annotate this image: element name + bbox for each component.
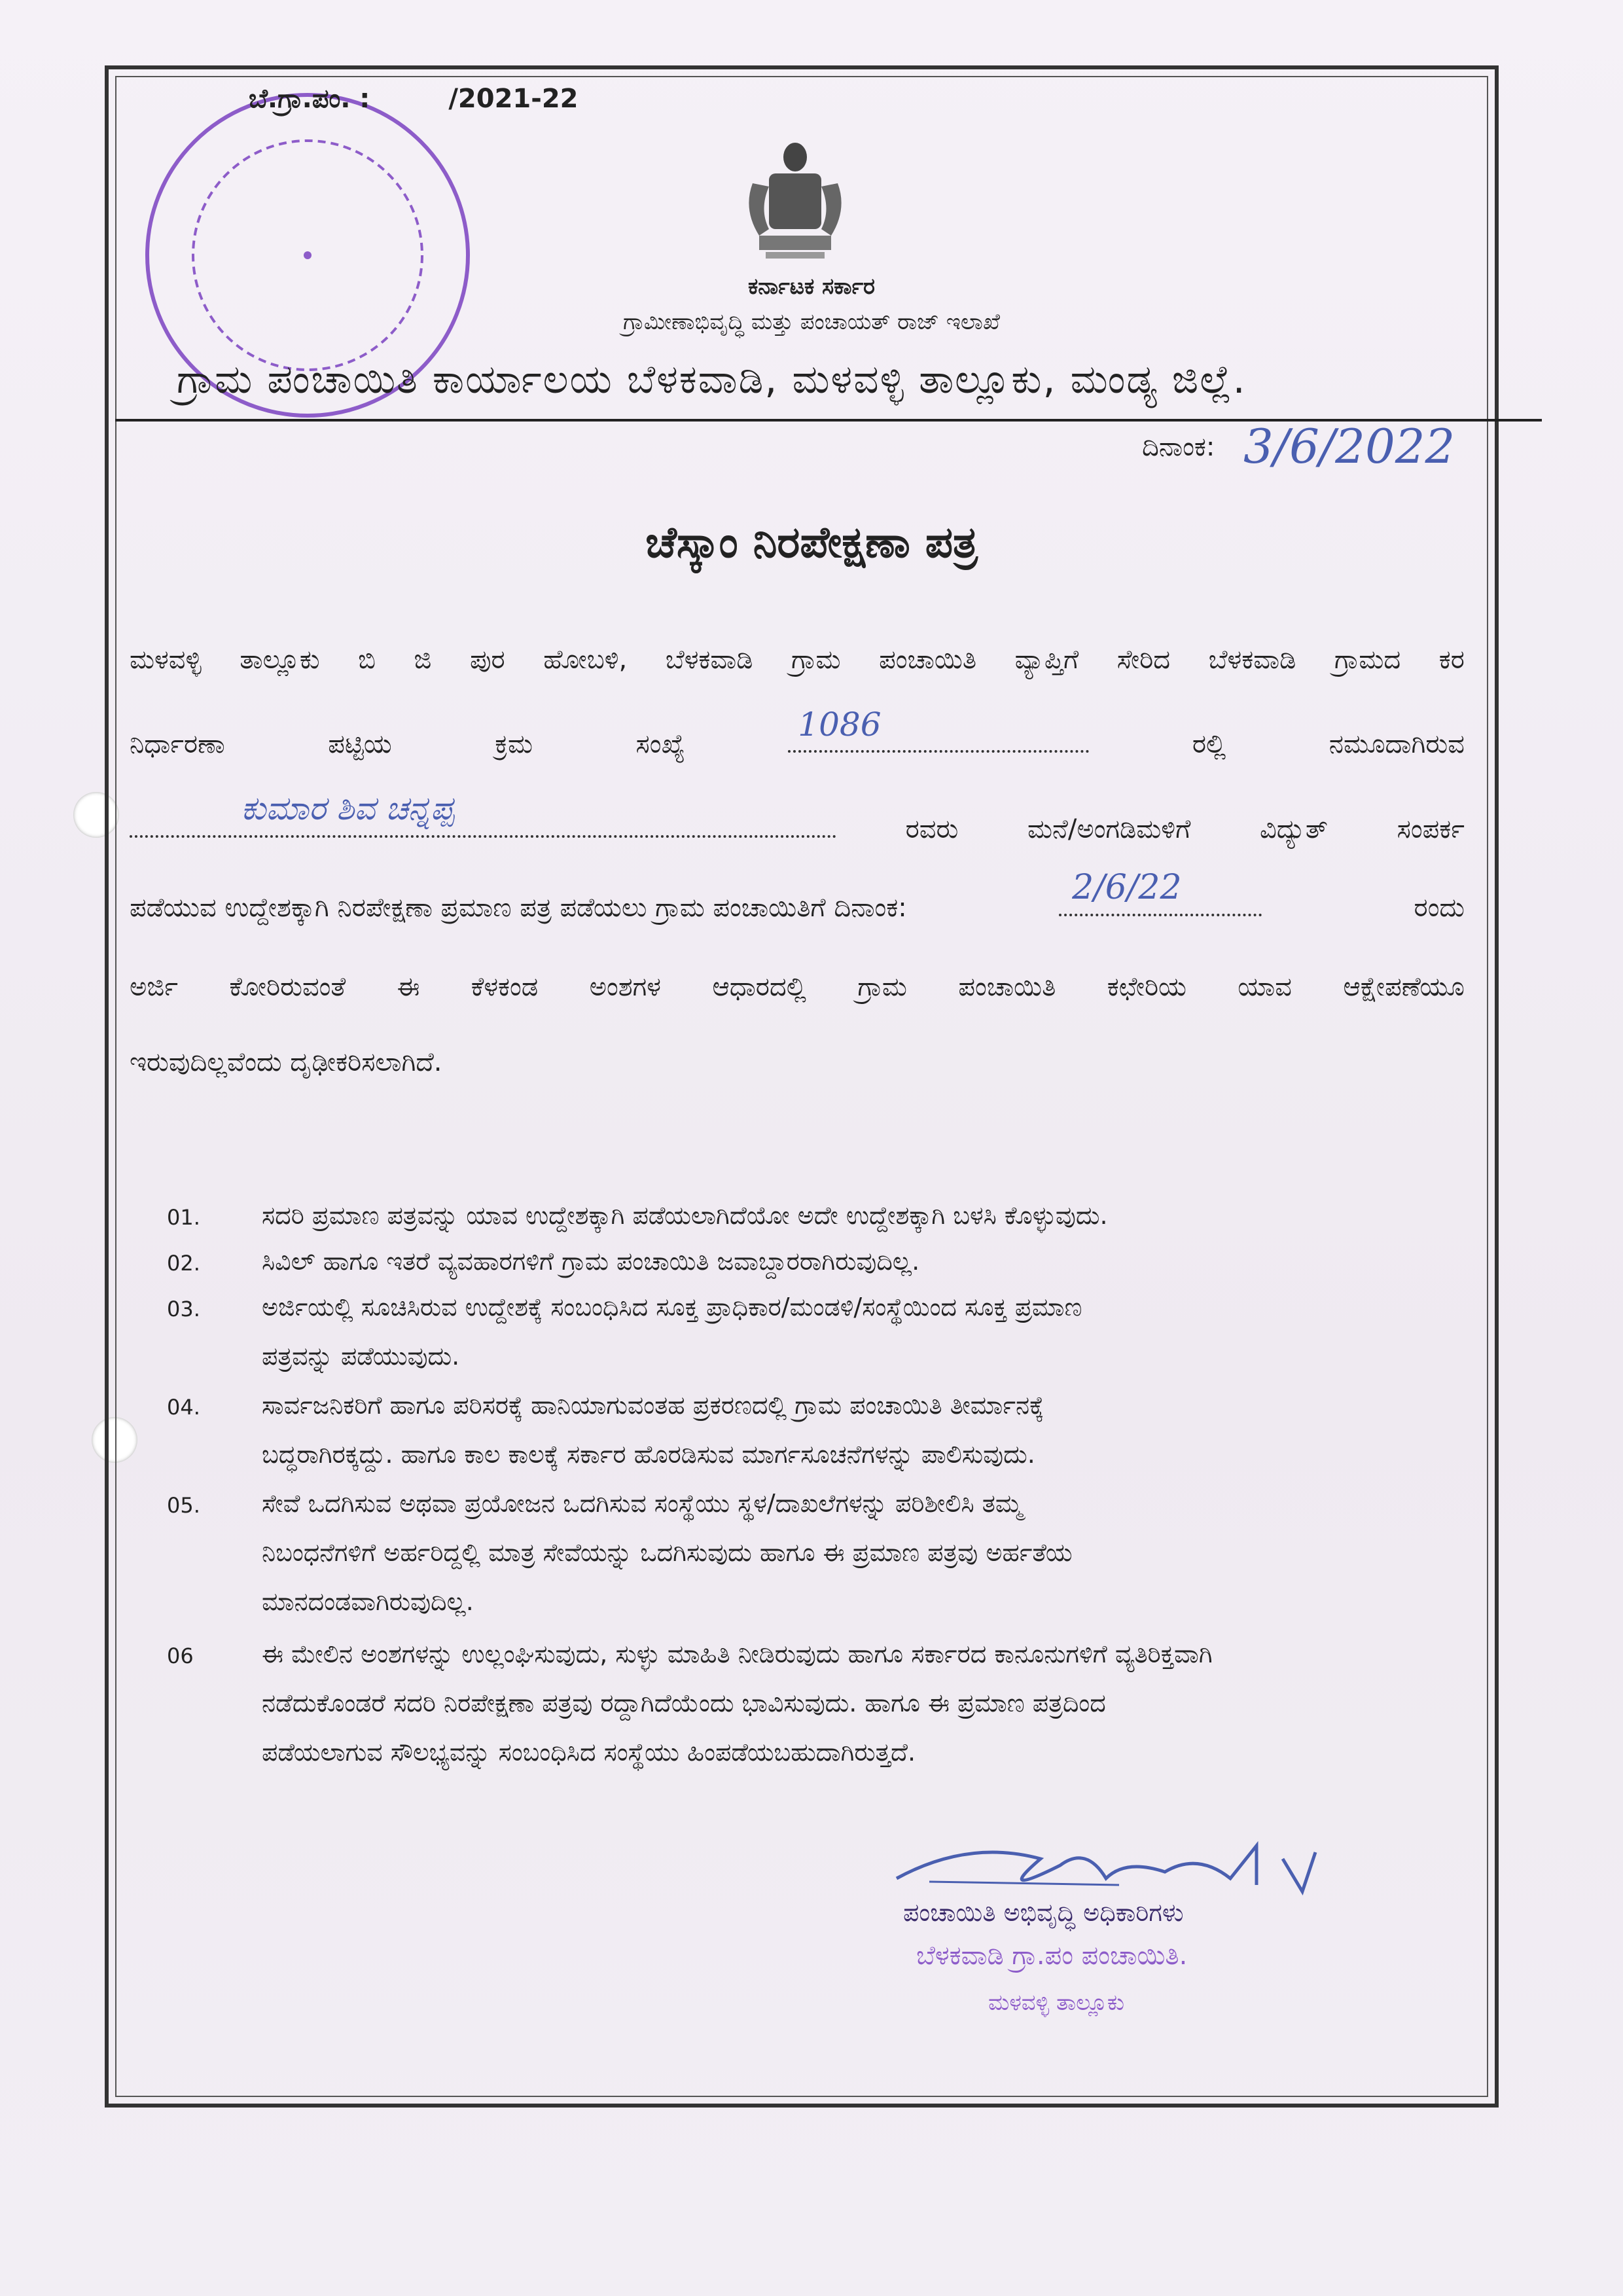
signatory-title: ಪಂಚಾಯಿತಿ ಅಭಿವೃದ್ಧಿ ಅಧಿಕಾರಿಗಳು	[903, 1898, 1184, 1927]
condition-text: ಸಾರ್ವಜನಿಕರಿಗೆ ಹಾಗೂ ಪರಿಸರಕ್ಕೆ ಹಾನಿಯಾಗುವಂತಹ ಪ್ರಕರಣದಲ್ಲಿ ಗ್ರಾಮ ಪಂಚಾಯಿತಿ ತೀರ್ಮಾನಕ್ಕೆ	[262, 1391, 1044, 1420]
reference-label: ಬೆ.ಗ್ರಾ.ಪಂ. :	[249, 84, 370, 114]
body-word: ಬೆಳಕವಾಡಿ	[1208, 645, 1296, 675]
date-label: ದಿನಾಂಕ:	[1142, 432, 1215, 462]
department-name: ಗ್ರಾಮೀಣಾಭಿವೃದ್ಧಿ ಮತ್ತು ಪಂಚಾಯತ್ ರಾಜ್ ಇಲಾಖೆ	[622, 309, 1001, 335]
body-word: ನಿರ್ಧಾರಣಾ	[130, 729, 225, 759]
reference-year: /2021-22	[448, 84, 579, 114]
condition-number: 02.	[167, 1251, 200, 1276]
body-word: ಕರ	[1438, 645, 1465, 675]
issue-date: 3/6/2022	[1243, 419, 1455, 474]
condition-number: 04.	[167, 1395, 200, 1420]
body-word: ಸಂಪರ್ಕ	[1397, 814, 1465, 844]
body-word: ಆಧಾರದಲ್ಲಿ	[712, 972, 807, 1002]
body-word: ಜಿ	[414, 645, 432, 675]
body-word: ರವರು	[905, 814, 959, 844]
body-word: ರಂದು	[1414, 893, 1465, 923]
body-text: ಪಡೆಯುವ ಉದ್ದೇಶಕ್ಕಾಗಿ ನಿರಪೇಕ್ಷಣಾ ಪ್ರಮಾಣ ಪತ್ರ ಪಡೆಯಲು ಗ್ರಾಮ ಪಂಚಾಯಿತಿಗೆ ದಿನಾಂಕ:	[130, 893, 907, 923]
body-word: ಗ್ರಾಮದ	[1334, 645, 1401, 675]
condition-text: ಸದರಿ ಪ್ರಮಾಣ ಪತ್ರವನ್ನು ಯಾವ ಉದ್ದೇಶಕ್ಕಾಗಿ ಪಡೆಯಲಾಗಿದೆಯೋ ಅದೇ ಉದ್ದೇಶಕ್ಕಾಗಿ ಬಳಸಿ ಕೊಳ್ಳುವುದು.	[262, 1201, 1108, 1230]
body-word: ರಲ್ಲಿ	[1192, 729, 1226, 759]
body-word: ಯಾವ	[1238, 972, 1292, 1002]
body-word: ಕೆಳಕಂಡ	[471, 972, 539, 1002]
body-word: ಅರ್ಜಿ	[130, 972, 178, 1002]
condition-text: ನಿಬಂಧನೆಗಳಿಗೆ ಅರ್ಹರಿದ್ದಲ್ಲಿ ಮಾತ್ರ ಸೇವೆಯನ್ನು ಒದಗಿಸುವುದು ಹಾಗೂ ಈ ಪ್ರಮಾಣ ಪತ್ರವು ಅರ್ಹತೆಯ	[262, 1538, 1073, 1567]
application-date: 2/6/22	[1072, 868, 1182, 907]
body-word: ಈ	[397, 972, 420, 1002]
body-word: ಪಂಚಾಯಿತಿ	[958, 972, 1056, 1002]
karnataka-emblem-icon	[740, 137, 851, 268]
condition-text: ಮಾನದಂಡವಾಗಿರುವುದಿಲ್ಲ.	[262, 1587, 474, 1616]
body-word: ಬೆಳಕವಾಡಿ	[665, 645, 753, 675]
office-heading: ಗ್ರಾಮ ಪಂಚಾಯಿತಿ ಕಾರ್ಯಾಲಯ ಬೆಳಕವಾಡಿ, ಮಳವಳ್ಳಿ ತಾಲ್ಲೂಕು, ಮಂಡ್ಯ ಜಿಲ್ಲೆ.	[177, 357, 1247, 403]
body-word: ಗ್ರಾಮ	[857, 972, 907, 1002]
body-word: ಪಟ್ಟಿಯ	[328, 729, 392, 759]
body-word: ನಮೂದಾಗಿರುವ	[1329, 729, 1465, 759]
body-word: ಆಕ್ಷೇಪಣೆಯೂ	[1343, 972, 1465, 1002]
body-word: ಬಿ	[358, 645, 376, 675]
body-word: ಅಂಶಗಳ	[589, 972, 662, 1002]
body-line-5	[130, 972, 1465, 1002]
body-word: ಸೇರಿದ	[1116, 645, 1171, 675]
body-word: ಕೋರಿರುವಂತೆ	[229, 972, 346, 1002]
condition-text: ಸೇವೆ ಒದಗಿಸುವ ಅಥವಾ ಪ್ರಯೋಜನ ಒದಗಿಸುವ ಸಂಸ್ಥೆಯು ಸ್ಥಳ/ದಾಖಲೆಗಳನ್ನು ಪರಿಶೀಲಿಸಿ ತಮ್ಮ	[262, 1489, 1023, 1518]
body-word: ವ್ಯಾಪ್ತಿಗೆ	[1014, 645, 1079, 675]
stamp-office: ಬೆಳಕವಾಡಿ ಗ್ರಾ.ಪಂ ಪಂಚಾಯಿತಿ.	[916, 1941, 1188, 1971]
body-word: ಪುರ	[469, 645, 505, 675]
condition-number: 05.	[167, 1493, 200, 1518]
body-word: ಸಂಖ್ಯೆ	[635, 729, 685, 759]
body-word: ಕಛೇರಿಯ	[1107, 972, 1186, 1002]
serial-number-field	[788, 706, 1089, 753]
condition-number: 01.	[167, 1205, 200, 1230]
condition-text: ಅರ್ಜಿಯಲ್ಲಿ ಸೂಚಿಸಿರುವ ಉದ್ದೇಶಕ್ಕೆ ಸಂಬಂಧಿಸಿದ ಸೂಕ್ತ ಪ್ರಾಧಿಕಾರ/ಮಂಡಳಿ/ಸಂಸ್ಥೆಯಿಂದ ಸೂಕ್ತ ಪ್ರಮಾಣ	[262, 1293, 1082, 1321]
reference-number	[249, 84, 579, 114]
body-word: ಮನೆ/ಅಂಗಡಿಮಳಿಗೆ	[1027, 814, 1191, 844]
condition-text: ಈ ಮೇಲಿನ ಅಂಶಗಳನ್ನು ಉಲ್ಲಂಘಿಸುವುದು, ಸುಳ್ಳು ಮಾಹಿತಿ ನೀಡಿರುವುದು ಹಾಗೂ ಸರ್ಕಾರದ ಕಾನೂನುಗಳಿಗೆ ವ್ಯತಿರಿಕ್ತವಾಗಿ	[262, 1640, 1213, 1668]
condition-text: ನಡೆದುಕೊಂಡರೆ ಸದರಿ ನಿರಪೇಕ್ಷಣಾ ಪತ್ರವು ರದ್ದಾಗಿದೆಯೆಂದು ಭಾವಿಸುವುದು. ಹಾಗೂ ಈ ಪ್ರಮಾಣ ಪತ್ರದಿಂದ	[262, 1689, 1106, 1717]
condition-text: ಪಡೆಯಲಾಗುವ ಸೌಲಭ್ಯವನ್ನು ಸಂಬಂಧಿಸಿದ ಸಂಸ್ಥೆಯು ಹಿಂಪಡೆಯಬಹುದಾಗಿರುತ್ತದೆ.	[262, 1738, 916, 1767]
body-word: ಕ್ರಮ	[495, 729, 533, 759]
body-word: ಹೋಬಳಿ,	[543, 645, 628, 675]
body-word: ಪಂಚಾಯಿತಿ	[879, 645, 977, 675]
body-line-4	[130, 868, 1465, 923]
body-word: ತಾಲ್ಲೂಕು	[240, 645, 320, 675]
body-line-6: ಇರುವುದಿಲ್ಲವೆಂದು ದೃಢೀಕರಿಸಲಾಗಿದೆ.	[130, 1047, 442, 1077]
body-line-2	[130, 706, 1465, 759]
stamp-taluk: ಮಳವಳ್ಳಿ ತಾಲ್ಲೂಕು	[988, 1990, 1125, 2016]
condition-text: ಪತ್ರವನ್ನು ಪಡೆಯುವುದು.	[262, 1342, 460, 1371]
document-title: ಚೆಸ್ಕಾಂ ನಿರಪೇಕ್ಷಣಾ ಪತ್ರ	[645, 517, 978, 567]
applicant-name-field	[130, 789, 836, 838]
body-word: ಗ್ರಾಮ	[791, 645, 841, 675]
condition-text: ಸಿವಿಲ್ ಹಾಗೂ ಇತರೆ ವ್ಯವಹಾರಗಳಿಗೆ ಗ್ರಾಮ ಪಂಚಾಯಿತಿ ಜವಾಬ್ದಾರರಾಗಿರುವುದಿಲ್ಲ.	[262, 1247, 920, 1276]
body-word: ಮಳವಳ್ಳಿ	[130, 645, 202, 675]
condition-number: 06	[167, 1643, 194, 1668]
applicant-name: ಕುಮಾರ ಶಿವ ಚನ್ನಪ್ಪ	[241, 789, 454, 827]
body-line-3	[130, 789, 1465, 844]
condition-text: ಬದ್ಧರಾಗಿರಕ್ಕದ್ದು. ಹಾಗೂ ಕಾಲ ಕಾಲಕ್ಕೆ ಸರ್ಕಾರ ಹೊರಡಿಸುವ ಮಾರ್ಗಸೂಚನೆಗಳನ್ನು ಪಾಲಿಸುವುದು.	[262, 1440, 1035, 1469]
govt-name: ಕರ್ನಾಟಕ ಸರ್ಕಾರ	[747, 274, 876, 300]
body-line-1	[130, 645, 1465, 675]
serial-number: 1086	[798, 706, 882, 744]
application-date-field	[1059, 868, 1262, 916]
condition-number: 03.	[167, 1297, 200, 1321]
body-word: ವಿದ್ಯುತ್	[1259, 814, 1329, 844]
